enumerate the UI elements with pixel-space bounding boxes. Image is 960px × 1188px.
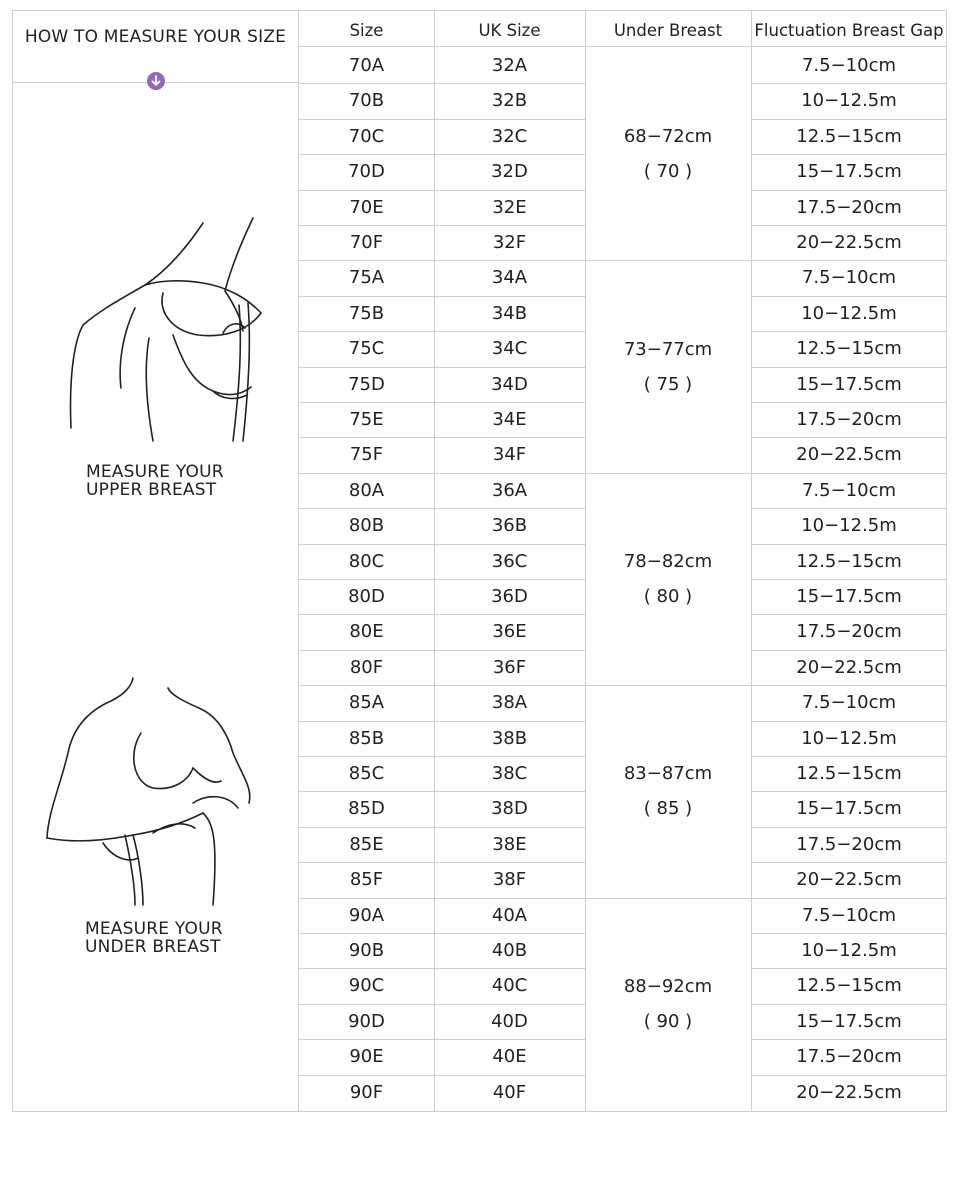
uk-size-cell: 34E [492, 409, 527, 430]
size-cell: 90C [348, 975, 385, 997]
uk-size-cell: 38F [492, 869, 527, 891]
uk-size-cell: 36E [492, 621, 527, 643]
uk-size-cell: 36D [491, 586, 528, 607]
size-cell: 70B [348, 90, 385, 112]
uk-size-cell: 36B [491, 515, 528, 537]
size-table [299, 11, 947, 1112]
size-cell: 80F [349, 656, 384, 678]
fluctuation-gap-cell: 10−12.5m [801, 302, 897, 324]
uk-size-cell: 40D [491, 1010, 528, 1032]
size-cell: 90D [348, 1010, 385, 1032]
size-cell: 90B [348, 940, 385, 961]
uk-size-cell: 36A [491, 479, 528, 501]
uk-size-cell: 38D [491, 798, 528, 820]
fluctuation-gap-cell: 15−17.5cm [796, 798, 902, 820]
size-cell: 90F [349, 1081, 384, 1103]
header-uk-size: UK Size [434, 11, 585, 47]
uk-size-cell: 40E [492, 1046, 527, 1068]
fluctuation-gap-cell: 7.5−10cm [801, 55, 897, 76]
uk-size-cell: 32F [492, 232, 527, 253]
size-cell: 70C [348, 125, 385, 147]
fluctuation-gap-cell: 17.5−20cm [796, 833, 902, 855]
under-breast-cell [585, 119, 751, 189]
fluctuation-gap-cell: 17.5−20cm [796, 621, 902, 643]
fluctuation-gap-cell: 7.5−10cm [801, 692, 897, 714]
size-cell: 75B [348, 302, 385, 324]
fluctuation-gap-cell: 17.5−20cm [796, 1046, 902, 1068]
uk-size-cell: 36F [492, 656, 527, 678]
uk-size-cell: 34A [491, 267, 528, 289]
fluctuation-gap-cell: 12.5−15cm [796, 550, 902, 572]
uk-size-cell: 40B [491, 940, 528, 961]
uk-size-cell: 34B [491, 302, 528, 324]
size-cell: 75E [349, 409, 384, 430]
size-cell: 85A [348, 692, 385, 714]
fluctuation-gap-cell: 15−17.5cm [796, 586, 902, 607]
uk-size-cell: 32A [491, 55, 528, 76]
uk-size-cell: 34D [491, 373, 528, 395]
fluctuation-gap-cell: 7.5−10cm [801, 904, 897, 926]
measure-guide-panel [13, 83, 299, 1112]
upper-breast-illustration [63, 213, 273, 443]
fluctuation-gap-cell: 12.5−15cm [796, 125, 902, 147]
fluctuation-gap-cell: 20−22.5cm [796, 656, 902, 678]
size-cell: 85C [348, 763, 385, 784]
under-breast-approx: ( 70 ) [643, 161, 693, 183]
header-fluctuation-gap: Fluctuation Breast Gap [751, 11, 947, 47]
under-breast-range: 73−77cm [623, 338, 713, 360]
fluctuation-gap-cell: 7.5−10cm [801, 479, 897, 501]
size-cell: 75F [349, 444, 384, 466]
uk-size-cell: 40C [491, 975, 528, 997]
fluctuation-gap-cell: 17.5−20cm [796, 409, 902, 430]
under-breast-approx: ( 85 ) [643, 798, 693, 820]
under-breast-caption: MEASURE YOUR UNDER BREAST [85, 919, 223, 957]
size-cell: 85B [348, 727, 385, 749]
uk-size-cell: 36C [491, 550, 528, 572]
fluctuation-gap-cell: 12.5−15cm [796, 975, 902, 997]
fluctuation-gap-cell: 20−22.5cm [796, 869, 902, 891]
fluctuation-gap-cell: 12.5−15cm [796, 338, 902, 360]
under-breast-range: 83−87cm [623, 763, 713, 785]
uk-size-cell: 38A [491, 692, 528, 714]
size-cell: 70F [349, 232, 384, 253]
size-cell: 75D [348, 373, 385, 395]
under-breast-range: 78−82cm [623, 551, 713, 572]
upper-breast-caption: MEASURE YOUR UPPER BREAST [86, 462, 224, 500]
fluctuation-gap-cell: 17.5−20cm [796, 196, 902, 218]
fluctuation-gap-cell: 7.5−10cm [801, 267, 897, 289]
size-cell: 80E [349, 621, 384, 643]
size-cell: 80D [348, 586, 385, 607]
under-breast-cell [585, 544, 751, 614]
fluctuation-gap-cell: 10−12.5m [801, 940, 897, 961]
fluctuation-gap-cell: 20−22.5cm [796, 1081, 902, 1103]
uk-size-cell: 38B [491, 727, 528, 749]
size-cell: 85F [349, 869, 384, 891]
fluctuation-gap-cell: 10−12.5m [801, 727, 897, 749]
group-divider [585, 685, 751, 686]
size-cell: 70A [348, 55, 385, 76]
uk-size-cell: 38C [491, 763, 528, 784]
fluctuation-gap-cell: 20−22.5cm [796, 232, 902, 253]
uk-size-cell: 34F [492, 444, 527, 466]
fluctuation-gap-cell: 15−17.5cm [796, 1010, 902, 1032]
fluctuation-gap-cell: 12.5−15cm [796, 763, 902, 784]
group-divider [585, 898, 751, 899]
size-cell: 75A [348, 267, 385, 289]
under-breast-approx: ( 90 ) [643, 1010, 693, 1032]
fluctuation-gap-cell: 15−17.5cm [796, 161, 902, 183]
uk-size-cell: 32D [491, 161, 528, 183]
under-breast-range: 88−92cm [623, 975, 713, 997]
measure-guide-header [13, 11, 299, 83]
under-breast-cell [585, 969, 751, 1039]
header-under-breast: Under Breast [585, 11, 751, 47]
size-cell: 80A [348, 479, 385, 501]
header-size: Size [299, 11, 434, 47]
size-cell: 85E [349, 833, 384, 855]
under-breast-range: 68−72cm [623, 126, 713, 148]
uk-size-cell: 32C [491, 125, 528, 147]
uk-size-cell: 40A [491, 904, 528, 926]
size-cell: 80C [348, 550, 385, 572]
size-cell: 75C [348, 338, 385, 360]
uk-size-cell: 32E [492, 196, 527, 218]
group-divider [585, 260, 751, 261]
under-breast-cell [585, 756, 751, 826]
group-divider [585, 473, 751, 474]
under-breast-cell [585, 332, 751, 402]
size-cell: 90A [348, 904, 385, 926]
size-cell: 70D [348, 161, 385, 183]
uk-size-cell: 38E [492, 833, 527, 855]
size-chart [12, 10, 947, 1112]
fluctuation-gap-cell: 10−12.5m [801, 90, 897, 112]
fluctuation-gap-cell: 20−22.5cm [796, 444, 902, 466]
measure-guide-title: HOW TO MEASURE YOUR SIZE [24, 27, 287, 47]
size-cell: 85D [348, 798, 385, 820]
uk-size-cell: 34C [491, 338, 528, 360]
under-breast-approx: ( 80 ) [643, 586, 693, 607]
size-cell: 70E [349, 196, 384, 218]
fluctuation-gap-cell: 10−12.5m [801, 515, 897, 537]
size-cell: 90E [349, 1046, 384, 1068]
under-breast-approx: ( 75 ) [643, 373, 693, 395]
uk-size-cell: 32B [491, 90, 528, 112]
size-cell: 80B [348, 515, 385, 537]
under-breast-illustration [43, 673, 263, 908]
uk-size-cell: 40F [492, 1081, 527, 1103]
fluctuation-gap-cell: 15−17.5cm [796, 373, 902, 395]
